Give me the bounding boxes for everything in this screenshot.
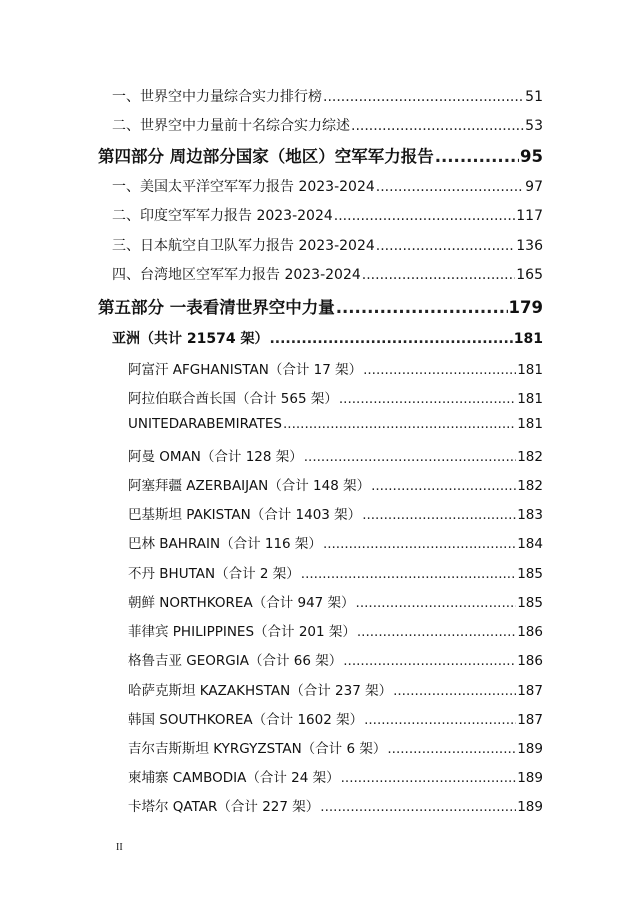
leader-dots bbox=[356, 595, 517, 611]
leader-dots bbox=[351, 118, 524, 134]
leader-dots bbox=[387, 741, 516, 757]
toc-entry-label: UNITEDARABEMIRATES bbox=[128, 416, 282, 432]
toc-entry[interactable] bbox=[112, 264, 543, 284]
toc-entry-page: 165 bbox=[516, 267, 543, 283]
toc-entry-label: 卡塔尔 QATAR（合计 227 架） bbox=[128, 799, 320, 815]
toc-entry-label: 三、日本航空自卫队军力报告 2023-2024 bbox=[112, 238, 375, 254]
toc-entry-label: 菲律宾 PHILIPPINES（合计 201 架） bbox=[128, 624, 356, 640]
toc-country-entry[interactable] bbox=[128, 679, 543, 699]
toc-country-entry[interactable] bbox=[128, 387, 543, 407]
toc-entry-page: 181 bbox=[517, 416, 543, 432]
toc-entry-label: 一、美国太平洋空军军力报告 2023-2024 bbox=[112, 179, 375, 195]
toc-entry-page: 179 bbox=[508, 298, 543, 317]
toc-entry-page: 53 bbox=[525, 118, 543, 134]
toc-entry-page: 136 bbox=[516, 238, 543, 254]
leader-dots bbox=[343, 653, 516, 669]
toc-entry-label: 二、印度空军军力报告 2023-2024 bbox=[112, 208, 333, 224]
toc-entry-page: 182 bbox=[517, 449, 543, 465]
toc-entry-label: 哈萨克斯坦 KAZAKHSTAN（合计 237 架） bbox=[128, 683, 393, 699]
leader-dots bbox=[357, 624, 516, 640]
toc-entry-page: 181 bbox=[513, 331, 543, 347]
leader-dots bbox=[364, 712, 516, 728]
toc-country-entry[interactable] bbox=[128, 795, 543, 815]
toc-entry-page: 185 bbox=[517, 595, 543, 611]
toc-entry-label: 第五部分 一表看清世界空中力量 bbox=[98, 298, 335, 317]
leader-dots bbox=[362, 267, 516, 283]
toc-country-entry[interactable] bbox=[128, 766, 543, 786]
toc-country-entry[interactable] bbox=[128, 562, 543, 582]
toc-entry-label: 阿塞拜疆 AZERBAIJAN（合计 148 架） bbox=[128, 478, 371, 494]
toc-entry-label: 韩国 SOUTHKOREA（合计 1602 架） bbox=[128, 712, 364, 728]
toc-region-heading[interactable] bbox=[112, 328, 543, 348]
leader-dots bbox=[323, 536, 516, 552]
toc-entry-label: 不丹 BHUTAN（合计 2 架） bbox=[128, 566, 300, 582]
leader-dots bbox=[320, 799, 516, 815]
toc-country-entry[interactable] bbox=[128, 416, 543, 432]
toc-entry-label: 巴林 BAHRAIN（合计 116 架） bbox=[128, 536, 322, 552]
toc-entry-label: 格鲁吉亚 GEORGIA（合计 66 架） bbox=[128, 653, 343, 669]
toc-entry[interactable] bbox=[112, 205, 543, 225]
toc-entry-page: 189 bbox=[517, 770, 543, 786]
toc-entry-label: 一、世界空中力量综合实力排行榜 bbox=[112, 89, 322, 105]
toc-entry-page: 182 bbox=[517, 478, 543, 494]
leader-dots bbox=[323, 89, 524, 105]
toc-country-entry[interactable] bbox=[128, 445, 543, 465]
toc-entry-page: 183 bbox=[517, 507, 543, 523]
toc-entry-label: 第四部分 周边部分国家（地区）空军军力报告 bbox=[98, 147, 434, 166]
leader-dots bbox=[371, 478, 516, 494]
toc-entry-page: 117 bbox=[516, 208, 543, 224]
leader-dots bbox=[435, 147, 519, 166]
toc-country-entry[interactable] bbox=[128, 737, 543, 757]
leader-dots bbox=[376, 179, 524, 195]
leader-dots bbox=[362, 507, 516, 523]
leader-dots bbox=[363, 362, 516, 378]
toc-entry-page: 187 bbox=[517, 712, 543, 728]
toc-country-entry[interactable] bbox=[128, 503, 543, 523]
toc-entry-label: 阿曼 OMAN（合计 128 架） bbox=[128, 449, 303, 465]
toc-part-heading[interactable] bbox=[98, 294, 543, 318]
leader-dots bbox=[341, 770, 517, 786]
toc-entry[interactable] bbox=[112, 115, 543, 135]
toc-entry-label: 巴基斯坦 PAKISTAN（合计 1403 架） bbox=[128, 507, 362, 523]
leader-dots bbox=[283, 416, 516, 432]
toc-entry-page: 181 bbox=[517, 362, 543, 378]
leader-dots bbox=[304, 449, 516, 465]
toc-entry-label: 朝鲜 NORTHKOREA（合计 947 架） bbox=[128, 595, 355, 611]
toc-country-entry[interactable] bbox=[128, 532, 543, 552]
toc-entry-page: 185 bbox=[517, 566, 543, 582]
toc-entry-label: 二、世界空中力量前十名综合实力综述 bbox=[112, 118, 350, 134]
leader-dots bbox=[339, 391, 516, 407]
toc-entry[interactable] bbox=[112, 176, 543, 196]
toc-entry-page: 184 bbox=[517, 536, 543, 552]
toc-entry-page: 189 bbox=[517, 799, 543, 815]
toc-entry[interactable] bbox=[112, 86, 543, 106]
toc-part-heading[interactable] bbox=[98, 143, 543, 167]
page-number-roman: II bbox=[116, 842, 123, 853]
toc-entry-label: 阿富汗 AFGHANISTAN（合计 17 架） bbox=[128, 362, 363, 378]
toc-entry-label: 吉尔吉斯斯坦 KYRGYZSTAN（合计 6 架） bbox=[128, 741, 387, 757]
toc-entry-page: 181 bbox=[517, 391, 543, 407]
toc-entry-page: 187 bbox=[517, 683, 543, 699]
leader-dots bbox=[336, 298, 508, 317]
leader-dots bbox=[334, 208, 516, 224]
leader-dots bbox=[376, 238, 516, 254]
toc-entry-page: 186 bbox=[517, 624, 543, 640]
toc-entry-page: 51 bbox=[525, 89, 543, 105]
toc-entry-page: 95 bbox=[520, 147, 543, 166]
toc-entry-label: 阿拉伯联合酋长国（合计 565 架） bbox=[128, 391, 338, 407]
toc-entry-label: 亚洲（共计 21574 架） bbox=[112, 331, 269, 347]
toc-country-entry[interactable] bbox=[128, 591, 543, 611]
leader-dots bbox=[301, 566, 516, 582]
leader-dots bbox=[393, 683, 516, 699]
toc-country-entry[interactable] bbox=[128, 474, 543, 494]
toc-country-entry[interactable] bbox=[128, 620, 543, 640]
toc-entry-label: 四、台湾地区空军军力报告 2023-2024 bbox=[112, 267, 361, 283]
toc-entry-label: 柬埔寨 CAMBODIA（合计 24 架） bbox=[128, 770, 340, 786]
toc-entry-page: 186 bbox=[517, 653, 543, 669]
toc-country-entry[interactable] bbox=[128, 708, 543, 728]
leader-dots bbox=[269, 331, 512, 347]
toc-entry[interactable] bbox=[112, 235, 543, 255]
toc-country-entry[interactable] bbox=[128, 649, 543, 669]
toc-entry-page: 189 bbox=[517, 741, 543, 757]
toc-entry-page: 97 bbox=[525, 179, 543, 195]
toc-country-entry[interactable] bbox=[128, 358, 543, 378]
